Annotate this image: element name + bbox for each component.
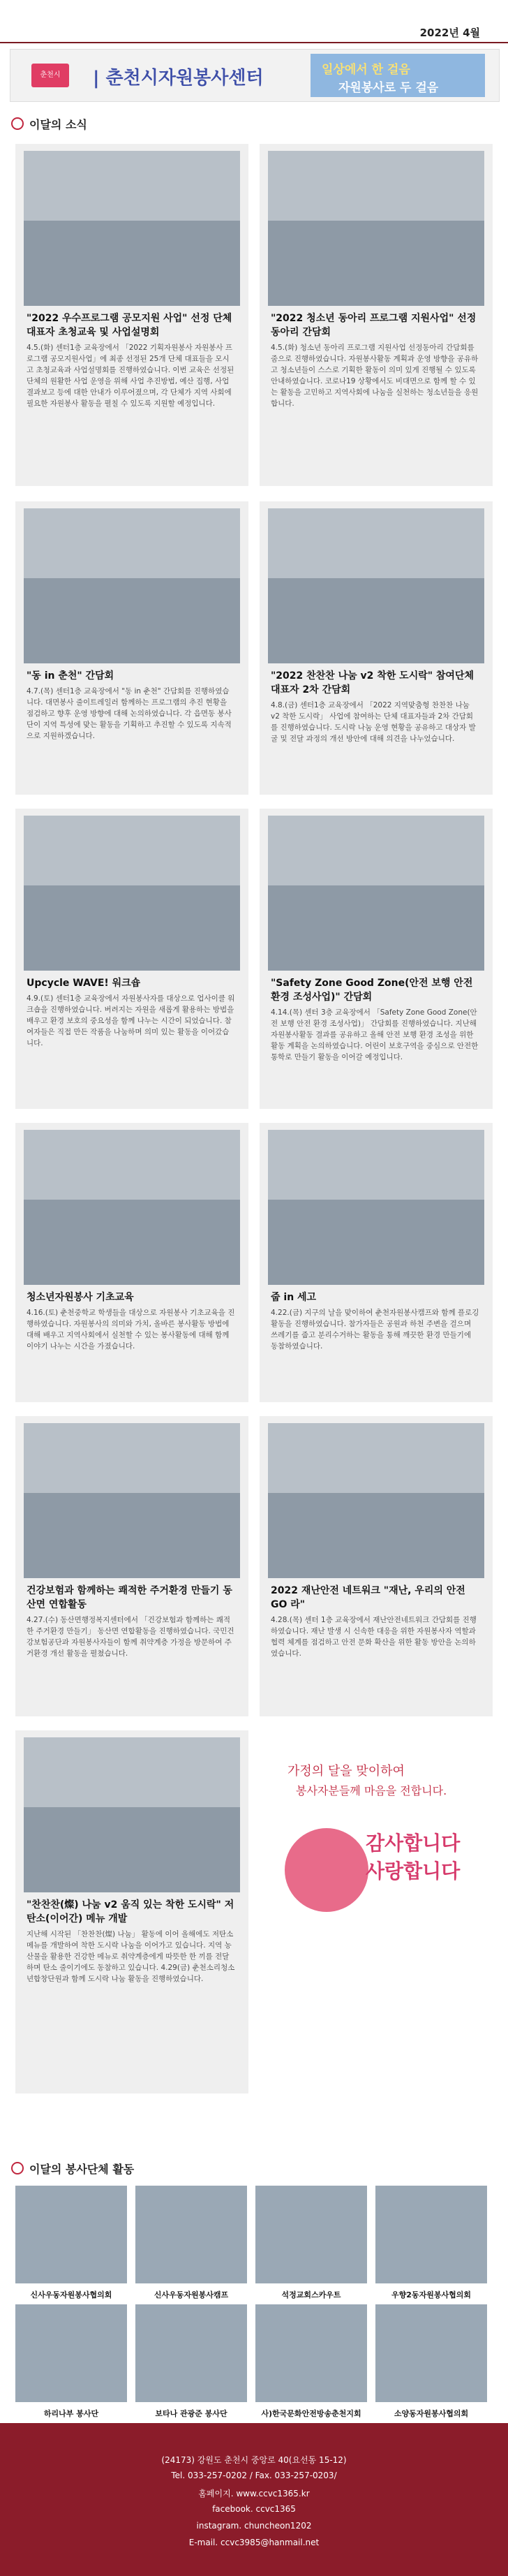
poster-line3: 감사합니다 사랑합니다 (366, 1832, 461, 1883)
city-logo: 춘천시 (31, 64, 69, 87)
org-label: 보타나 관광준 봉사단 (155, 2409, 227, 2418)
issue-date: 2022년 4월 (419, 27, 480, 39)
footer-address: (24173) 강원도 춘천시 중앙로 40(요선동 15-12) (161, 2455, 347, 2465)
slogan-line2: 자원봉사로 두 걸음 (338, 81, 439, 95)
news-photo (24, 1423, 240, 1578)
news-photo (268, 508, 484, 663)
org-item[interactable] (255, 2304, 374, 2430)
org-photo (375, 2186, 487, 2283)
news-card[interactable] (260, 809, 493, 1109)
footer-tel: Tel. 033-257-0202 / Fax. 033-257-0203/ (171, 2471, 337, 2480)
news-photo (268, 151, 484, 306)
news-photo (268, 1130, 484, 1285)
org-grid (15, 2186, 493, 2423)
news-photo (24, 816, 240, 971)
news-photo (24, 508, 240, 663)
center-name: | 춘천시자원봉사센터 (93, 68, 264, 89)
news-title: 2022 재난안전 네트워크 "재난, 우리의 안전GO 라" (271, 1585, 465, 1610)
news-card[interactable] (15, 144, 248, 486)
news-body: 4.16.(토) 춘천중학교 학생들을 대상으로 자원봉사 기초교육을 진행하였습니다. 자원봉사의 의미와 가치, 올바른 봉사활동 방법에 대해 배우고 지역사회에서 실천할 수 있는 봉사활동에 대해 함께 이야기 나누는 시간을 가졌습니다. (27, 1309, 235, 1350)
news-card[interactable] (15, 809, 248, 1109)
poster-line2: 봉사자분들께 마음을 전합니다. (296, 1784, 447, 1797)
footer-email[interactable]: E-mail. ccvc3985@hanmail.net (188, 2538, 320, 2547)
org-photo (135, 2304, 247, 2402)
news-card[interactable] (260, 144, 493, 486)
footer (0, 2423, 508, 2576)
org-photo (255, 2186, 367, 2283)
news-title: "찬찬찬(燦) 나눔 v2 움직 있는 착한 도시락" 저탄소(이어간) 메뉴 개발 (27, 1899, 234, 1924)
news-photo (268, 1423, 484, 1578)
news-title: "Safety Zone Good Zone(안전 보행 안전 환경 조성사업)" 간담회 (271, 978, 473, 1003)
footer-facebook[interactable]: facebook. ccvc1365 (212, 2504, 296, 2514)
org-item[interactable] (15, 2186, 134, 2311)
org-item[interactable] (135, 2304, 254, 2430)
news-title: "동 in 춘천" 간담회 (27, 670, 114, 682)
news-body: 4.9.(토) 센터1층 교육장에서 자원봉사자를 대상으로 업사이클 워크숍을 진행하였습니다. 버려지는 자원을 새롭게 활용하는 방법을 배우고 환경 보호의 중요성을 함께 나누는 시간이 되었습니다. 참여자들은 직접 만든 작품을 나눔하며 의미 있는 활동을 이어갔습니다. (27, 994, 235, 1047)
top-divider (0, 42, 508, 43)
news-photo (24, 1737, 240, 1892)
news-card[interactable] (260, 501, 493, 795)
org-label: 사)한국문화안전방송춘천지회 (261, 2409, 361, 2418)
footer-instagram[interactable]: instagram. chuncheon1202 (196, 2521, 312, 2531)
news-body: 4.5.(화) 센터1층 교육장에서 「2022 기획자원봉사 자원봉사 프로그램 공모지원사업」에 최종 선정된 25개 단체 대표들을 모시고 초청교육과 사업설명회를 진행하였습니다. 이번 교육은 선정된 단체의 원활한 사업 운영을 위해 사업 추진방법, 예산 집행, 사업 결과보고 등에 대한 안내가 이루어졌으며, 각 단체가 지역 사회에 필요한 자원봉사 활동을 펼칠 수 있도록 지원할 예정입니다. (27, 344, 234, 408)
org-section-title: 이달의 봉사단체 활동 (11, 2161, 134, 2177)
news-photo (268, 816, 484, 971)
news-body: 4.14.(목) 센터 3층 교육장에서 「Safety Zone Good Zone(안전 보행 안전 환경 조성사업)」 간담회를 진행하였습니다. 지난해 자원봉사활동 결과를 공유하고 올해 안전 보행 환경 조성을 위한 활동 계획을 논의하였습니다. 어린이 보호구역을 중심으로 안전한 통학로 만들기 활동을 이어갈 예정입니다. (271, 1008, 479, 1061)
org-item[interactable] (375, 2304, 494, 2430)
org-item[interactable] (375, 2186, 494, 2311)
news-body: 4.27.(수) 동산면행정복지센터에서 「건강보험과 함께하는 쾌적한 주거환경 만들기」 동산면 연합활동을 진행하였습니다. 국민건강보험공단과 자원봉사자들이 함께 취약계층 가정을 방문하여 주거환경 개선 활동을 펼쳤습니다. (27, 1616, 234, 1658)
news-title: 청소년자원봉사 기초교육 (27, 1292, 134, 1303)
news-title: "2022 청소년 동아리 프로그램 지원사업" 선정동아리 간담회 (271, 313, 477, 338)
org-label: 우향2동자원봉사협의회 (391, 2290, 471, 2299)
thanks-poster (268, 1737, 484, 1959)
poster-line1: 가정의 달을 맞이하여 (287, 1764, 405, 1779)
news-title: Upcycle WAVE! 워크숍 (27, 978, 141, 989)
news-title: 건강보험과 함께하는 쾌적한 주거환경 만들기 동산면 연합활동 (27, 1585, 232, 1610)
org-item[interactable] (15, 2304, 134, 2430)
news-body: 지난해 시작된 「찬찬찬(燦) 나눔」 활동에 이어 올해에도 저탄소 메뉴를 개발하여 착한 도시락 나눔을 이어가고 있습니다. 지역 농산물을 활용한 건강한 메뉴로 취약계층에게 따뜻한 한 끼를 전달하며 탄소 줄이기에도 동참하고 있습니다. 4.29(금) 춘천소리청소년합창단원과 함께 도시락 나눔 활동을 진행하였습니다. (27, 1930, 235, 1983)
news-title: "2022 우수프로그램 공모지원 사업" 선정 단체 대표자 초청교육 및 사업설명회 (27, 313, 232, 338)
news-card[interactable] (15, 1123, 248, 1402)
org-photo (135, 2186, 247, 2283)
org-item[interactable] (135, 2186, 254, 2311)
news-photo (24, 151, 240, 306)
org-label: 석정교회스카우트 (281, 2290, 341, 2299)
news-body: 4.7.(목) 센터1층 교육장에서 "동 in 춘천" 간담회를 진행하였습니다. 대면봉사 줄이트레일러 함께하는 프로그램의 추진 현황을 점검하고 향후 운영 방향에 대해 논의하였습니다. 각 읍면동 봉사단이 지역 특성에 맞는 활동을 기획하고 추진할 수 있도록 지속적으로 지원하겠습니다. (27, 687, 232, 740)
section-bullet-icon (11, 117, 24, 130)
org-photo (375, 2304, 487, 2402)
slogan-banner (311, 54, 485, 97)
slogan-line1: 일상에서 한 걸음 (322, 63, 410, 77)
news-body: 4.28.(목) 센터 1층 교육장에서 재난안전네트워크 간담회를 진행하였습니다. 재난 발생 시 신속한 대응을 위한 자원봉사자 역할과 협력 체계를 점검하고 안전 문화 확산을 위한 활동 방안을 논의하였습니다. (271, 1616, 477, 1658)
header-banner (10, 49, 500, 102)
news-card[interactable] (15, 501, 248, 795)
news-body: 4.22.(금) 지구의 날을 맞이하여 춘천자원봉사캠프와 함께 플로깅 활동을 진행하였습니다. 참가자들은 공원과 하천 주변을 걸으며 쓰레기를 줍고 분리수거하는 활동을 통해 깨끗한 환경 만들기에 동참하였습니다. (271, 1309, 479, 1350)
news-section-title: 이달의 소식 (11, 116, 87, 132)
footer-homepage[interactable]: 홈페이지. www.ccvc1365.kr (198, 2489, 310, 2498)
org-photo (15, 2304, 127, 2402)
news-body: 4.5.(화) 청소년 동아리 프로그램 지원사업 선정동아리 간담회를 줌으로 진행하였습니다. 자원봉사활동 계획과 운영 방향을 공유하고 청소년들이 스스로 기획한 활동이 의미 있게 진행될 수 있도록 안내하였습니다. 코로나19 상황에서도 비대면으로 함께 할 수 있는 활동을 고민하고 지역사회에 나눔을 실천하는 청소년들을 응원합니다. (271, 344, 479, 408)
section-bullet-icon (11, 2162, 24, 2174)
org-label: 신사우동자원봉사협의회 (30, 2290, 112, 2299)
news-body: 4.8.(금) 센터1층 교육장에서 「2022 지역맞춤형 찬찬찬 나눔 v2 착한 도시락」 사업에 참여하는 단체 대표자들과 2차 간담회를 진행하였습니다. 도시락 나눔 운영 현황을 공유하고 대상자 발굴 및 전달 과정의 개선 방안에 대해 의견을 나누었습니다. (271, 701, 476, 743)
org-photo (255, 2304, 367, 2402)
org-item[interactable] (255, 2186, 374, 2311)
org-label: 하리나부 봉사단 (43, 2409, 99, 2418)
thanks-poster-card (260, 1730, 493, 1968)
news-title: 줍 in 세고 (271, 1292, 317, 1303)
org-photo (15, 2186, 127, 2283)
news-card[interactable] (260, 1123, 493, 1402)
news-title: "2022 찬찬찬 나눔 v2 착한 도시락" 참여단체 대표자 2차 간담회 (271, 670, 474, 695)
org-label: 소양동자원봉사협의회 (394, 2409, 469, 2418)
news-photo (24, 1130, 240, 1285)
news-card[interactable] (15, 1730, 248, 2093)
news-card[interactable] (15, 1416, 248, 1716)
carnation-icon (285, 1828, 368, 1912)
org-label: 신사우동자원봉사캠프 (154, 2290, 229, 2299)
news-card[interactable] (260, 1416, 493, 1716)
